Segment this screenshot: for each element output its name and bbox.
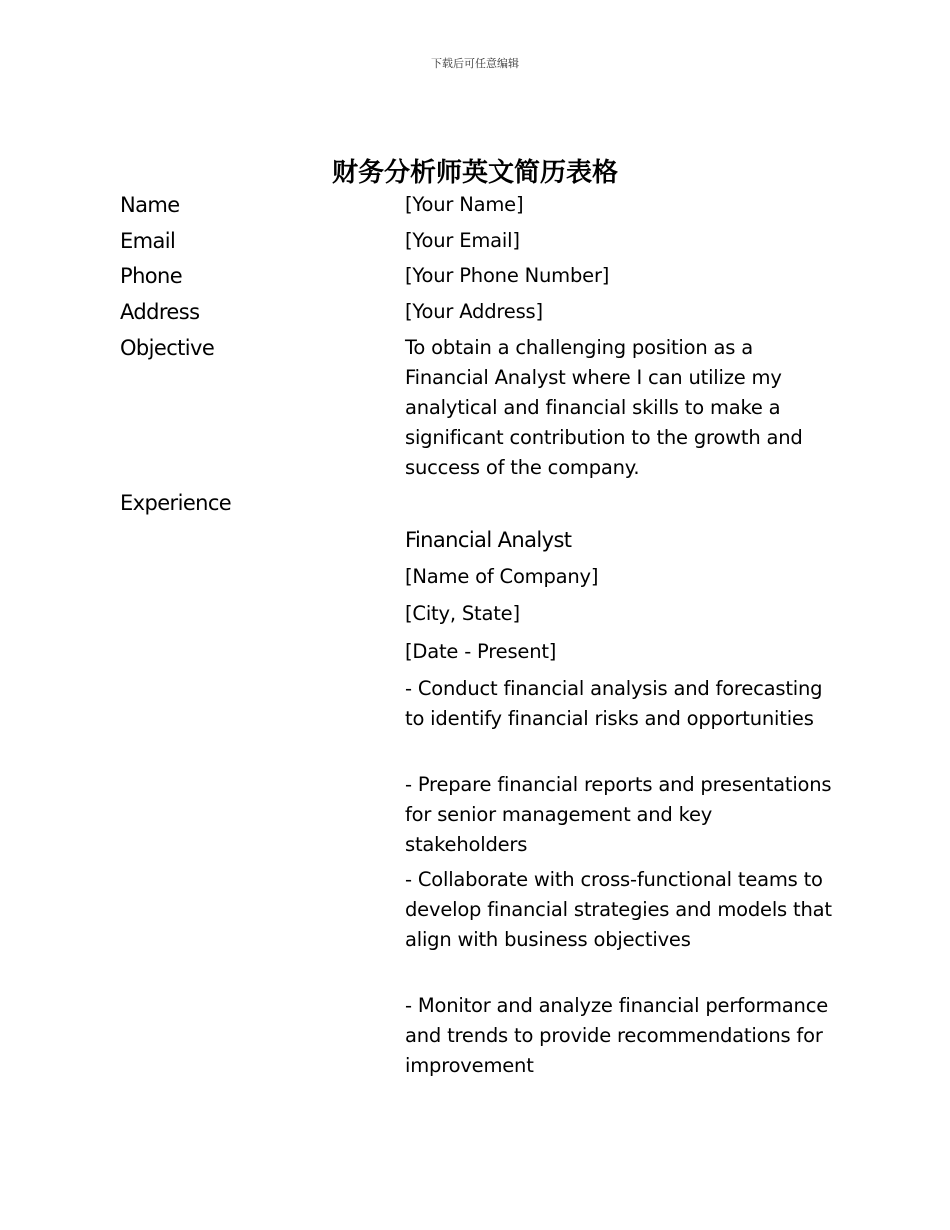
duty-item: - Monitor and analyze financial performance and trends to provide recommendations for improvement: [405, 994, 829, 1077]
duty-item: - Conduct financial analysis and forecasting to identify financial risks and opportunities: [405, 677, 823, 730]
address-label: Address: [120, 300, 200, 324]
experience-label: Experience: [120, 491, 232, 515]
objective-value: To obtain a challenging position as a Financial Analyst where I can utilize my analytical and financial skills to make a significant contribution to the growth and success of the company.: [405, 336, 803, 479]
duty-item: - Collaborate with cross-functional teams to develop financial strategies and models that align with business objectives: [405, 868, 832, 951]
email-label: Email: [120, 229, 176, 253]
phone-label: Phone: [120, 264, 183, 288]
name-label: Name: [120, 193, 180, 217]
name-value: [Your Name]: [405, 193, 524, 216]
page-header-note: 下载后可任意编辑: [431, 57, 519, 70]
duty-item: - Prepare financial reports and presentations for senior management and key stakeholders: [405, 773, 832, 856]
email-value: [Your Email]: [405, 229, 520, 252]
job-dates: [Date - Present]: [405, 640, 557, 663]
phone-value: [Your Phone Number]: [405, 264, 610, 287]
job-title: Financial Analyst: [405, 528, 572, 552]
document-title: 财务分析师英文简历表格: [331, 158, 618, 188]
company-name: [Name of Company]: [405, 565, 599, 588]
job-location: [City, State]: [405, 602, 520, 625]
address-value: [Your Address]: [405, 300, 543, 323]
objective-label: Objective: [120, 336, 215, 360]
